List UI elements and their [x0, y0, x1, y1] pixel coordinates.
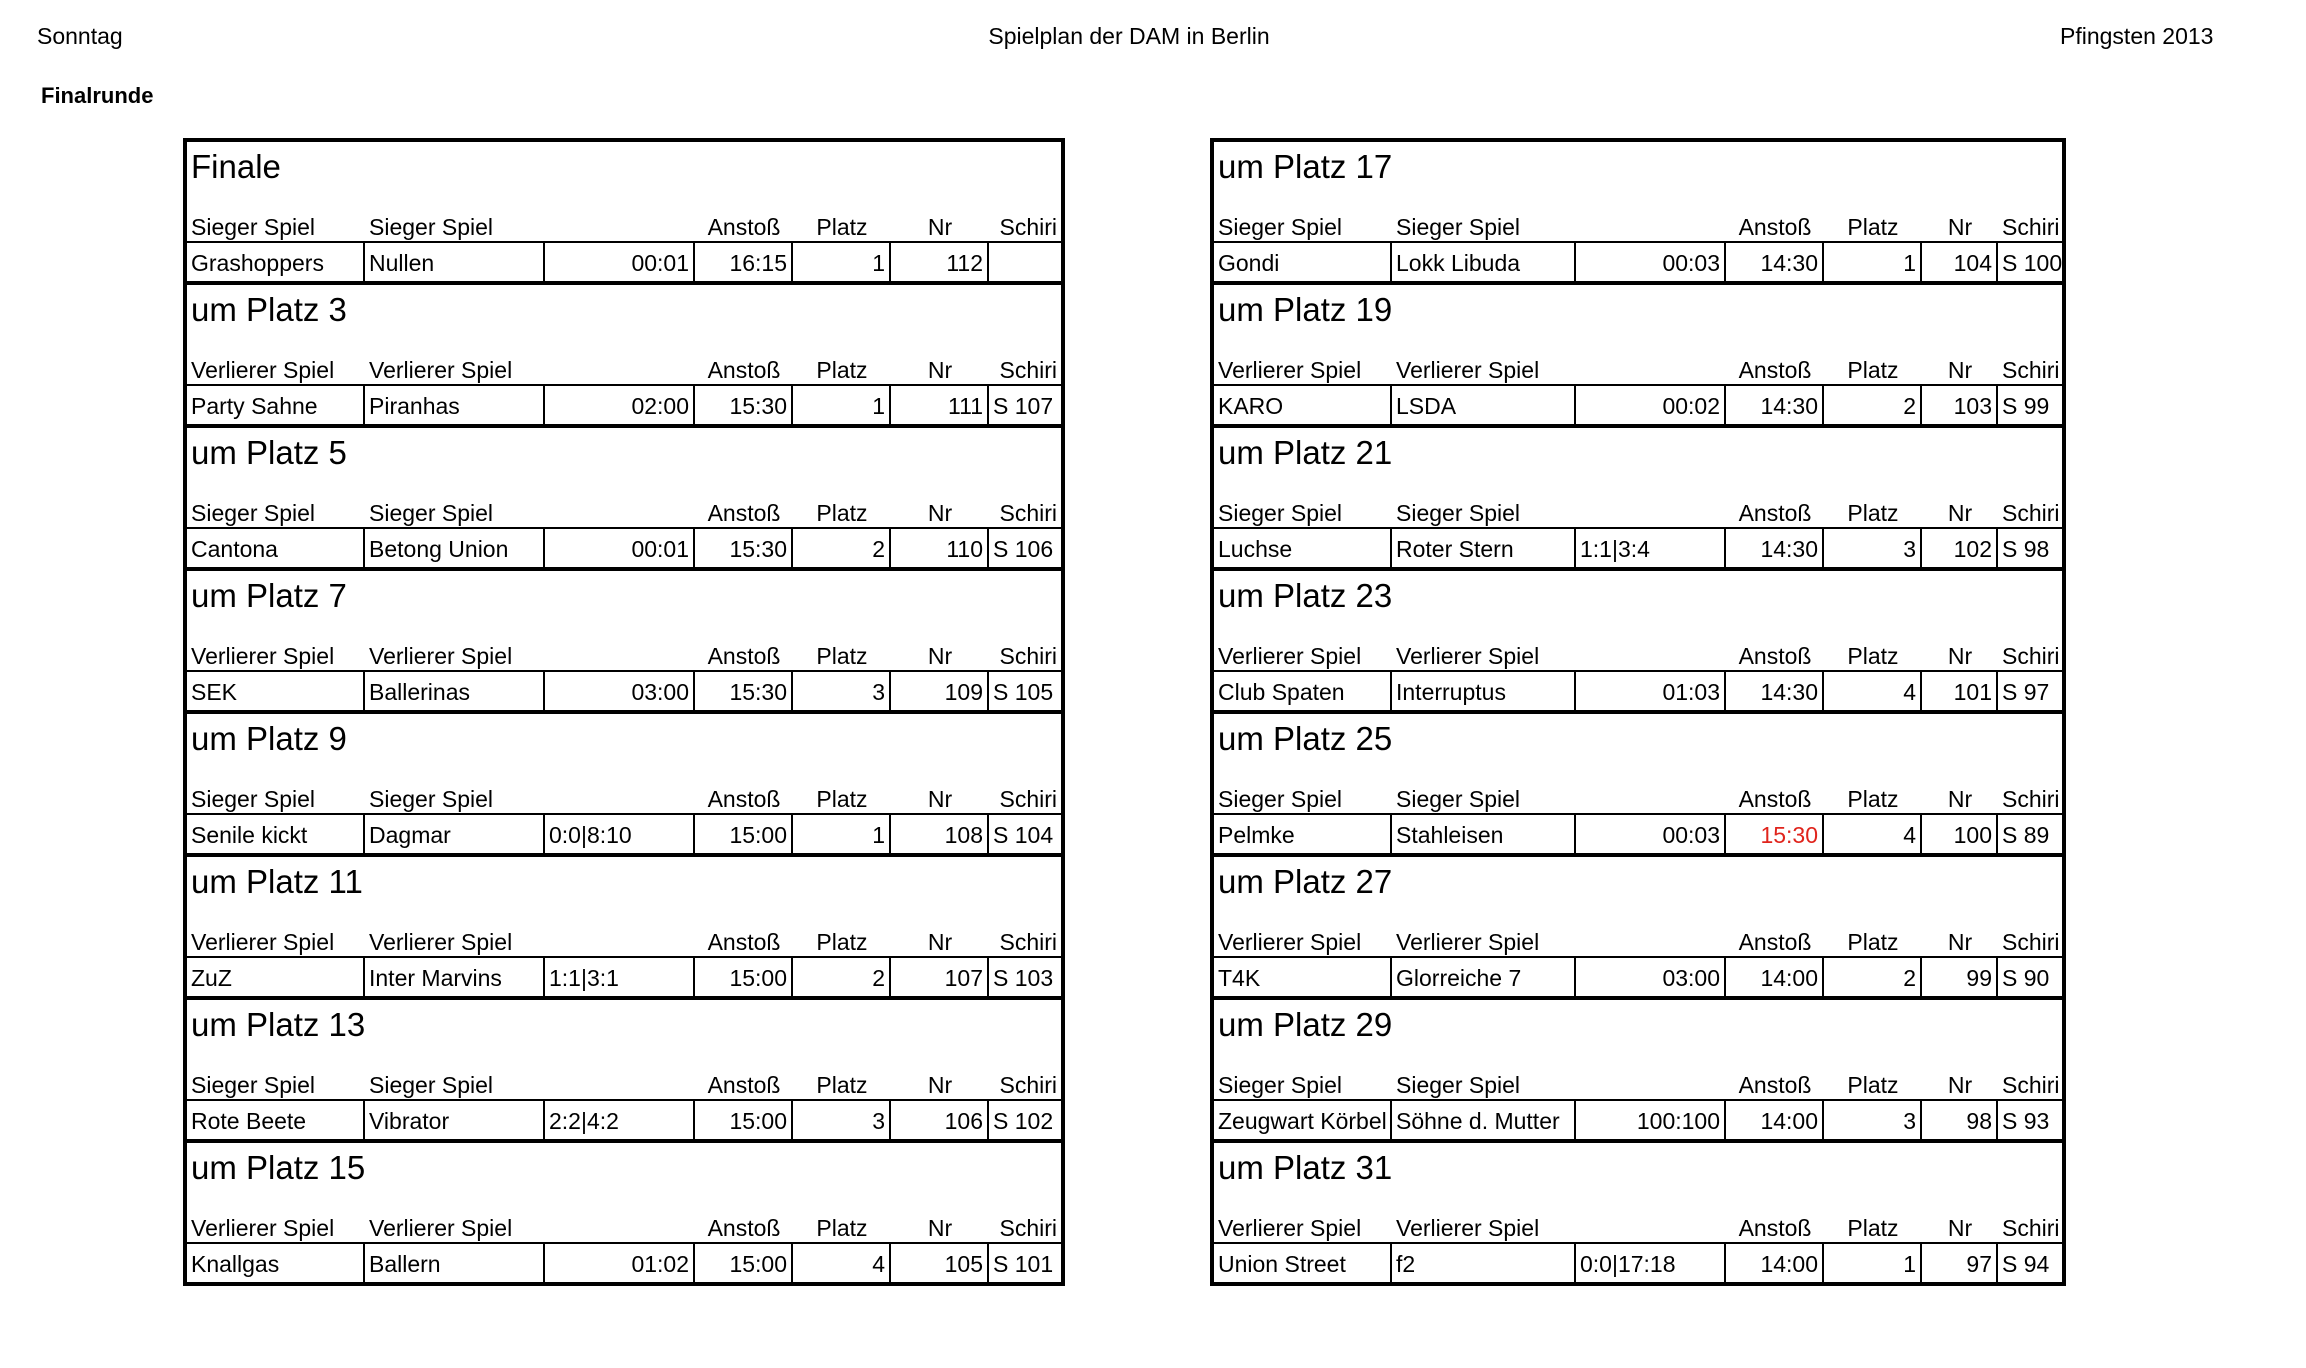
label-schiri: Schiri — [2002, 1072, 2060, 1098]
label-team-a: Verlierer Spiel — [1218, 643, 1362, 669]
column-labels — [187, 500, 1061, 529]
label-platz: Platz — [816, 1215, 868, 1241]
team-a: Zeugwart Körbel — [1214, 1101, 1392, 1139]
pitch-number: 2 — [793, 958, 891, 996]
section-title: Finalrunde — [41, 83, 154, 108]
team-b: Glorreiche 7 — [1392, 958, 1576, 996]
label-team-b: Verlierer Spiel — [1396, 1215, 1540, 1241]
match-block — [183, 138, 1065, 285]
match-number: 106 — [891, 1101, 989, 1139]
column-labels — [1214, 500, 2062, 529]
label-platz: Platz — [816, 500, 868, 526]
match-row — [1214, 815, 2062, 853]
column-labels — [1214, 786, 2062, 815]
match-block — [1210, 996, 2066, 1143]
column-labels — [1214, 214, 2062, 243]
label-team-b: Verlierer Spiel — [369, 929, 513, 955]
kickoff-time: 15:00 — [695, 1244, 793, 1282]
label-anstoss: Anstoß — [1738, 500, 1812, 526]
match-row — [187, 1244, 1061, 1282]
pitch-number: 3 — [1824, 529, 1922, 567]
match-number: 99 — [1922, 958, 1998, 996]
column-labels — [1214, 1072, 2062, 1101]
label-team-b: Verlierer Spiel — [1396, 643, 1540, 669]
label-schiri: Schiri — [999, 1215, 1057, 1241]
team-b: LSDA — [1392, 386, 1576, 424]
label-schiri: Schiri — [2002, 786, 2060, 812]
label-schiri: Schiri — [999, 643, 1057, 669]
label-score — [545, 357, 695, 384]
label-team-a: Sieger Spiel — [1218, 500, 1343, 526]
label-team-b: Sieger Spiel — [369, 500, 494, 526]
label-nr: Nr — [927, 357, 953, 383]
match-number: 107 — [891, 958, 989, 996]
label-platz: Platz — [1847, 786, 1899, 812]
referee: S 93 — [2002, 1108, 2050, 1134]
label-platz: Platz — [1847, 357, 1899, 383]
match-number: 110 — [891, 529, 989, 567]
pitch-number: 4 — [1824, 815, 1922, 853]
column-labels — [187, 786, 1061, 815]
label-platz: Platz — [1847, 214, 1899, 240]
label-platz: Platz — [816, 214, 868, 240]
label-nr: Nr — [1947, 357, 1973, 383]
label-nr: Nr — [927, 643, 953, 669]
team-a: Grashoppers — [187, 243, 365, 281]
match-number: 112 — [891, 243, 989, 281]
label-schiri: Schiri — [999, 357, 1057, 383]
match-row — [187, 529, 1061, 567]
column-labels — [187, 214, 1061, 243]
label-schiri: Schiri — [999, 1072, 1057, 1098]
kickoff-time: 15:30 — [695, 672, 793, 710]
label-score — [545, 643, 695, 670]
label-platz: Platz — [1847, 1072, 1899, 1098]
score: 1:1|3:4 — [1576, 529, 1726, 567]
label-schiri: Schiri — [2002, 929, 2060, 955]
score: 100:100 — [1576, 1101, 1726, 1139]
score: 00:03 — [1576, 815, 1726, 853]
score: 00:02 — [1576, 386, 1726, 424]
label-anstoss: Anstoß — [1738, 786, 1812, 812]
label-team-a: Sieger Spiel — [1218, 786, 1343, 812]
label-team-b: Verlierer Spiel — [1396, 357, 1540, 383]
match-title: um Platz 23 — [1218, 577, 1393, 614]
label-platz: Platz — [1847, 929, 1899, 955]
label-score — [1576, 1072, 1726, 1099]
score: 2:2|4:2 — [545, 1101, 695, 1139]
column-labels — [1214, 643, 2062, 672]
referee: S 106 — [993, 536, 1054, 562]
match-number: 102 — [1922, 529, 1998, 567]
match-number: 109 — [891, 672, 989, 710]
kickoff-time: 15:30 — [695, 386, 793, 424]
match-block — [1210, 853, 2066, 1000]
referee: S 94 — [2002, 1251, 2050, 1277]
referee: S 105 — [993, 679, 1054, 705]
label-anstoss: Anstoß — [1738, 929, 1812, 955]
referee: S 103 — [993, 965, 1054, 991]
team-b: Roter Stern — [1392, 529, 1576, 567]
referee: S 90 — [2002, 965, 2050, 991]
referee: S 99 — [2002, 393, 2050, 419]
pitch-number: 1 — [1824, 1244, 1922, 1282]
label-score — [545, 500, 695, 527]
referee: S 104 — [993, 822, 1054, 848]
match-row — [1214, 1101, 2062, 1139]
label-platz: Platz — [1847, 643, 1899, 669]
score: 01:02 — [545, 1244, 695, 1282]
team-a: Club Spaten — [1214, 672, 1392, 710]
team-a: KARO — [1214, 386, 1392, 424]
pitch-number: 3 — [1824, 1101, 1922, 1139]
match-row — [1214, 243, 2062, 281]
match-block — [1210, 567, 2066, 714]
score: 0:0|17:18 — [1576, 1244, 1726, 1282]
match-number: 108 — [891, 815, 989, 853]
kickoff-time: 16:15 — [695, 243, 793, 281]
label-nr: Nr — [1947, 500, 1973, 526]
kickoff-time: 14:00 — [1726, 1244, 1824, 1282]
label-anstoss: Anstoß — [707, 357, 781, 383]
label-nr: Nr — [1947, 643, 1973, 669]
match-title: um Platz 13 — [191, 1006, 366, 1043]
match-title: um Platz 9 — [191, 720, 347, 757]
column-labels — [187, 1215, 1061, 1244]
column-labels — [187, 643, 1061, 672]
pitch-number: 1 — [793, 243, 891, 281]
label-team-b: Sieger Spiel — [1396, 214, 1521, 240]
match-row — [187, 243, 1061, 281]
label-team-b: Verlierer Spiel — [369, 1215, 513, 1241]
label-schiri: Schiri — [999, 214, 1057, 240]
score: 02:00 — [545, 386, 695, 424]
match-number: 111 — [891, 386, 989, 424]
column-labels — [1214, 357, 2062, 386]
label-nr: Nr — [927, 929, 953, 955]
label-team-b: Sieger Spiel — [369, 786, 494, 812]
kickoff-time: 14:30 — [1726, 386, 1824, 424]
label-team-a: Sieger Spiel — [1218, 214, 1343, 240]
match-title: um Platz 25 — [1218, 720, 1393, 757]
header-title: Spielplan der DAM in Berlin — [988, 23, 1270, 49]
column-labels — [187, 357, 1061, 386]
match-row — [187, 386, 1061, 424]
label-schiri: Schiri — [999, 929, 1057, 955]
match-block — [1210, 281, 2066, 428]
label-anstoss: Anstoß — [707, 786, 781, 812]
label-team-b: Sieger Spiel — [1396, 1072, 1521, 1098]
label-nr: Nr — [927, 214, 953, 240]
pitch-number: 2 — [793, 529, 891, 567]
match-row — [1214, 1244, 2062, 1282]
column-labels — [1214, 1215, 2062, 1244]
score: 00:01 — [545, 529, 695, 567]
team-b: Söhne d. Mutter — [1392, 1101, 1576, 1139]
match-title: um Platz 7 — [191, 577, 347, 614]
label-score — [545, 929, 695, 956]
match-number: 98 — [1922, 1101, 1998, 1139]
referee: S 98 — [2002, 536, 2050, 562]
kickoff-time: 15:30 — [695, 529, 793, 567]
team-a: Party Sahne — [187, 386, 365, 424]
match-number: 97 — [1922, 1244, 1998, 1282]
label-team-a: Verlierer Spiel — [191, 1215, 335, 1241]
label-schiri: Schiri — [2002, 643, 2060, 669]
label-schiri: Schiri — [2002, 1215, 2060, 1241]
label-team-b: Verlierer Spiel — [369, 357, 513, 383]
pitch-number: 4 — [793, 1244, 891, 1282]
label-team-b: Sieger Spiel — [369, 214, 494, 240]
label-nr: Nr — [1947, 1072, 1973, 1098]
label-anstoss: Anstoß — [1738, 357, 1812, 383]
kickoff-time: 14:30 — [1726, 243, 1824, 281]
label-team-a: Verlierer Spiel — [191, 643, 335, 669]
pitch-number: 1 — [1824, 243, 1922, 281]
label-team-a: Sieger Spiel — [191, 1072, 316, 1098]
column-labels — [187, 929, 1061, 958]
match-title: um Platz 27 — [1218, 863, 1393, 900]
kickoff-time: 15:00 — [695, 958, 793, 996]
label-nr: Nr — [1947, 786, 1973, 812]
label-score — [1576, 786, 1726, 813]
label-anstoss: Anstoß — [707, 214, 781, 240]
match-block — [1210, 424, 2066, 571]
label-platz: Platz — [816, 786, 868, 812]
column-labels — [187, 1072, 1061, 1101]
label-team-a: Sieger Spiel — [191, 786, 316, 812]
score: 00:03 — [1576, 243, 1726, 281]
label-team-b: Sieger Spiel — [369, 1072, 494, 1098]
match-block — [183, 567, 1065, 714]
label-score — [545, 1215, 695, 1242]
label-team-b: Verlierer Spiel — [1396, 929, 1540, 955]
label-anstoss: Anstoß — [707, 1215, 781, 1241]
label-anstoss: Anstoß — [707, 500, 781, 526]
team-b: f2 — [1392, 1244, 1576, 1282]
score: 1:1|3:1 — [545, 958, 695, 996]
header-event: Pfingsten 2013 — [2060, 23, 2214, 49]
match-block — [183, 281, 1065, 428]
referee — [989, 243, 1061, 281]
match-row — [187, 958, 1061, 996]
label-schiri: Schiri — [999, 500, 1057, 526]
match-block — [183, 710, 1065, 857]
label-score — [1576, 500, 1726, 527]
team-a: T4K — [1214, 958, 1392, 996]
label-team-a: Verlierer Spiel — [191, 929, 335, 955]
match-block — [1210, 1139, 2066, 1286]
label-nr: Nr — [1947, 1215, 1973, 1241]
label-team-a: Verlierer Spiel — [1218, 929, 1362, 955]
match-number: 105 — [891, 1244, 989, 1282]
label-nr: Nr — [927, 786, 953, 812]
label-score — [1576, 357, 1726, 384]
kickoff-time: 14:30 — [1726, 529, 1824, 567]
team-a: Luchse — [1214, 529, 1392, 567]
kickoff-time: 15:00 — [695, 815, 793, 853]
team-b: Nullen — [365, 243, 545, 281]
kickoff-time: 14:00 — [1726, 1101, 1824, 1139]
match-title: um Platz 3 — [191, 291, 347, 328]
label-score — [1576, 929, 1726, 956]
match-title: um Platz 19 — [1218, 291, 1393, 328]
kickoff-time: 14:00 — [1726, 958, 1824, 996]
label-team-a: Sieger Spiel — [191, 214, 316, 240]
match-title: um Platz 29 — [1218, 1006, 1393, 1043]
score: 01:03 — [1576, 672, 1726, 710]
score: 03:00 — [1576, 958, 1726, 996]
kickoff-time: 15:00 — [695, 1101, 793, 1139]
label-score — [1576, 214, 1726, 241]
referee: S 97 — [2002, 679, 2050, 705]
label-schiri: Schiri — [2002, 214, 2060, 240]
referee: S 102 — [993, 1108, 1054, 1134]
label-team-a: Verlierer Spiel — [1218, 1215, 1362, 1241]
label-schiri: Schiri — [2002, 500, 2060, 526]
match-row — [1214, 529, 2062, 567]
team-b: Piranhas — [365, 386, 545, 424]
match-row — [1214, 386, 2062, 424]
referee: S 100 — [2002, 250, 2062, 276]
label-nr: Nr — [1947, 929, 1973, 955]
match-title: um Platz 11 — [191, 863, 363, 900]
match-row — [187, 672, 1061, 710]
label-platz: Platz — [816, 643, 868, 669]
match-number: 104 — [1922, 243, 1998, 281]
team-a: Senile kickt — [187, 815, 365, 853]
label-team-b: Sieger Spiel — [1396, 786, 1521, 812]
label-team-b: Verlierer Spiel — [369, 643, 513, 669]
team-a: Pelmke — [1214, 815, 1392, 853]
team-b: Stahleisen — [1392, 815, 1576, 853]
team-a: Rote Beete — [187, 1101, 365, 1139]
match-row — [187, 815, 1061, 853]
match-title: um Platz 21 — [1218, 434, 1393, 471]
score: 00:01 — [545, 243, 695, 281]
team-b: Betong Union — [365, 529, 545, 567]
team-b: Dagmar — [365, 815, 545, 853]
label-platz: Platz — [1847, 1215, 1899, 1241]
referee: S 107 — [993, 393, 1054, 419]
header-day: Sonntag — [37, 23, 123, 49]
team-b: Interruptus — [1392, 672, 1576, 710]
label-anstoss: Anstoß — [707, 643, 781, 669]
label-platz: Platz — [816, 1072, 868, 1098]
score: 03:00 — [545, 672, 695, 710]
label-anstoss: Anstoß — [707, 1072, 781, 1098]
match-block — [1210, 710, 2066, 857]
match-title: um Platz 15 — [191, 1149, 366, 1186]
kickoff-time: 15:30 — [1726, 815, 1824, 853]
label-score — [545, 786, 695, 813]
team-a: Cantona — [187, 529, 365, 567]
pitch-number: 2 — [1824, 386, 1922, 424]
match-title: um Platz 17 — [1218, 148, 1393, 185]
label-anstoss: Anstoß — [1738, 1215, 1812, 1241]
label-score — [545, 1072, 695, 1099]
match-block — [183, 996, 1065, 1143]
label-score — [1576, 643, 1726, 670]
team-b: Ballerinas — [365, 672, 545, 710]
match-number: 103 — [1922, 386, 1998, 424]
match-row — [1214, 672, 2062, 710]
label-nr: Nr — [927, 500, 953, 526]
label-anstoss: Anstoß — [1738, 1072, 1812, 1098]
match-block — [1210, 138, 2066, 285]
pitch-number: 4 — [1824, 672, 1922, 710]
label-schiri: Schiri — [999, 786, 1057, 812]
team-a: ZuZ — [187, 958, 365, 996]
match-title: um Platz 31 — [1218, 1149, 1393, 1186]
team-b: Inter Marvins — [365, 958, 545, 996]
team-a: Gondi — [1214, 243, 1392, 281]
match-number: 100 — [1922, 815, 1998, 853]
referee: S 101 — [993, 1251, 1054, 1277]
team-b: Ballern — [365, 1244, 545, 1282]
label-anstoss: Anstoß — [1738, 643, 1812, 669]
match-block — [183, 853, 1065, 1000]
right-schedule-column — [1210, 138, 2066, 1286]
label-schiri: Schiri — [2002, 357, 2060, 383]
match-block — [183, 424, 1065, 571]
label-team-a: Sieger Spiel — [1218, 1072, 1343, 1098]
team-b: Vibrator — [365, 1101, 545, 1139]
label-team-a: Verlierer Spiel — [191, 357, 335, 383]
label-platz: Platz — [816, 357, 868, 383]
label-platz: Platz — [1847, 500, 1899, 526]
pitch-number: 3 — [793, 672, 891, 710]
pitch-number: 3 — [793, 1101, 891, 1139]
label-nr: Nr — [1947, 214, 1973, 240]
kickoff-time: 14:30 — [1726, 672, 1824, 710]
team-a: SEK — [187, 672, 365, 710]
label-team-a: Verlierer Spiel — [1218, 357, 1362, 383]
left-schedule-column — [183, 138, 1065, 1286]
match-number: 101 — [1922, 672, 1998, 710]
pitch-number: 2 — [1824, 958, 1922, 996]
match-row — [1214, 958, 2062, 996]
match-block — [183, 1139, 1065, 1286]
pitch-number: 1 — [793, 815, 891, 853]
score: 0:0|8:10 — [545, 815, 695, 853]
label-anstoss: Anstoß — [707, 929, 781, 955]
team-a: Knallgas — [187, 1244, 365, 1282]
label-team-b: Sieger Spiel — [1396, 500, 1521, 526]
label-anstoss: Anstoß — [1738, 214, 1812, 240]
match-row — [187, 1101, 1061, 1139]
team-a: Union Street — [1214, 1244, 1392, 1282]
label-platz: Platz — [816, 929, 868, 955]
pitch-number: 1 — [793, 386, 891, 424]
referee: S 89 — [2002, 822, 2050, 848]
match-title: Finale — [191, 148, 281, 185]
match-title: um Platz 5 — [191, 434, 347, 471]
column-labels — [1214, 929, 2062, 958]
label-nr: Nr — [927, 1215, 953, 1241]
team-b: Lokk Libuda — [1392, 243, 1576, 281]
label-team-a: Sieger Spiel — [191, 500, 316, 526]
label-nr: Nr — [927, 1072, 953, 1098]
label-score — [545, 214, 695, 241]
label-score — [1576, 1215, 1726, 1242]
